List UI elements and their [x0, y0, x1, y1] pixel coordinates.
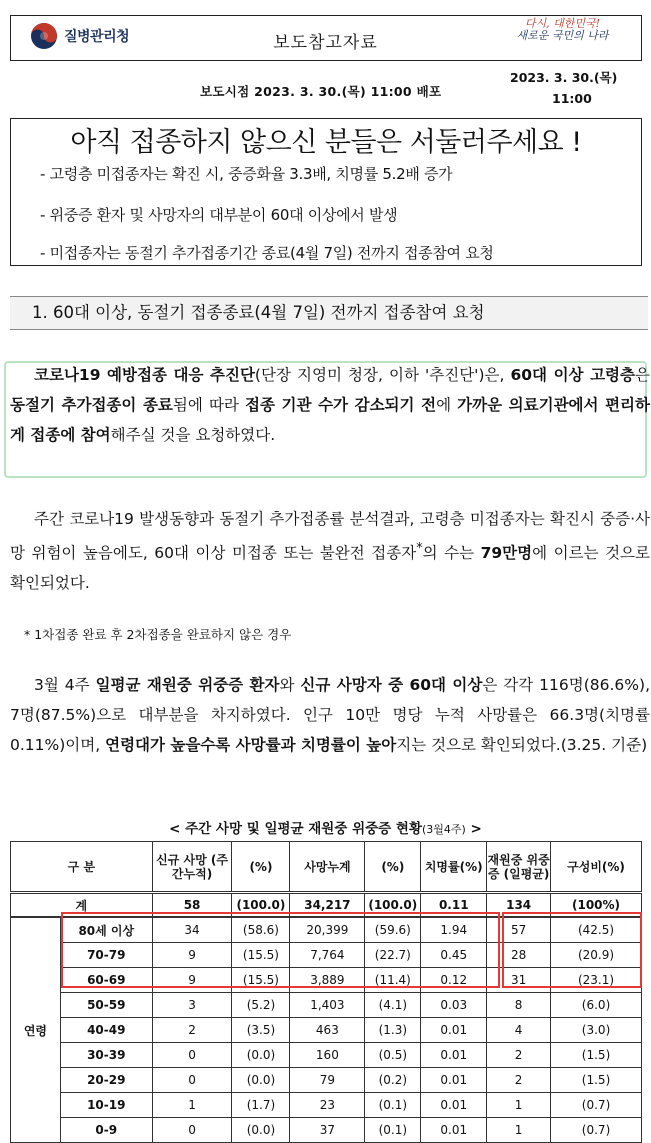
- table-cell: (0.2): [365, 1068, 421, 1093]
- table-caption-period: (3월4주): [422, 823, 466, 836]
- table-row: [11, 1068, 642, 1093]
- age-label: 20-29: [60, 1068, 152, 1093]
- table-cell: 3,889: [290, 968, 365, 993]
- table-cell: 9: [152, 943, 232, 968]
- table-cell: (3.0): [551, 1018, 642, 1043]
- table-cell: 463: [290, 1018, 365, 1043]
- table-cell: (0.0): [232, 1043, 290, 1068]
- slogan-line2: 새로운 국민의 나라: [516, 29, 609, 42]
- table-cell: (5.2): [232, 993, 290, 1018]
- table-cell: 0: [152, 1068, 232, 1093]
- table-row: [11, 1118, 642, 1143]
- table-cell: (1.5): [551, 1068, 642, 1093]
- row-label: 계: [11, 893, 153, 918]
- table-cell: 0.01: [421, 1068, 487, 1093]
- table-cell: 4: [487, 1018, 551, 1043]
- table-cell: (100.0): [232, 893, 290, 918]
- table-cell: 8: [487, 993, 551, 1018]
- table-caption: [0, 817, 651, 837]
- header-pct2: (%): [365, 842, 421, 893]
- table-cell: (4.1): [365, 993, 421, 1018]
- table-cell: (20.9): [551, 943, 642, 968]
- age-label: 50-59: [60, 993, 152, 1018]
- age-label: 0-9: [60, 1118, 152, 1143]
- table-cell: (1.3): [365, 1018, 421, 1043]
- table-cell: (0.0): [232, 1068, 290, 1093]
- highlight-rectangle-right: [502, 912, 642, 988]
- table-cell: 79: [290, 1068, 365, 1093]
- table-cell: 0.03: [421, 993, 487, 1018]
- paragraph-1: [10, 360, 650, 450]
- emphasis-text: 가까운 의료기관에서 편리하게 접종에 참여: [10, 396, 650, 444]
- table-cell: (0.0): [232, 1118, 290, 1143]
- emphasis-text: 신규 사망자 중 60대 이상: [300, 676, 483, 694]
- emphasis-text: 코로나19 예방접종 대응 추진단: [34, 366, 255, 384]
- body-text: 은: [635, 366, 650, 384]
- table-cell: (0.1): [365, 1118, 421, 1143]
- body-text: 에: [436, 396, 458, 414]
- agency-name: 질병관리청: [64, 29, 130, 45]
- table-row: [11, 1043, 642, 1068]
- header-new-deaths: 신규 사망 (주간누적): [152, 842, 232, 893]
- age-label: 80세 이상: [60, 917, 152, 943]
- body-text: 에 이르는 것으로 확인되었다.: [10, 544, 650, 593]
- header-fatality: 치명률(%): [421, 842, 487, 893]
- table-cell: (23.1): [551, 968, 642, 993]
- table-cell: 57: [487, 917, 551, 943]
- header-category: 구 분: [11, 842, 153, 893]
- table-cell: 1: [487, 1118, 551, 1143]
- age-label: 70-79: [60, 943, 152, 968]
- emphasis-text: 연령대가 높을수록 사망률과 치명률이 높아: [105, 736, 397, 754]
- table-cell: (59.6): [365, 917, 421, 943]
- headline-bullet: - 고령층 미접종자는 확진 시, 중증화율 3.3배, 치명률 5.2배 증가: [40, 165, 453, 183]
- age-label: 30-39: [60, 1043, 152, 1068]
- age-label: 10-19: [60, 1093, 152, 1118]
- body-text: 은 각각 116명(86.6%), 7명(87.5%)으로 대부분을 차지하였다. 인구 10만 명당 누적 사망률은 66.3명(치명률 0.11%)이며,: [10, 676, 650, 754]
- table-caption-end: >: [465, 821, 482, 837]
- slogan-line1: 다시, 대한민국!: [524, 17, 601, 30]
- footnote: * 1차접종 완료 후 2차접종을 완료하지 않은 경우: [24, 627, 292, 642]
- table-cell: (0.5): [365, 1043, 421, 1068]
- release-time: 보도시점 2023. 3. 30.(목) 11:00 배포: [200, 84, 442, 99]
- table-cell: (15.5): [232, 943, 290, 968]
- highlight-rectangle-left: [61, 912, 500, 988]
- table-cell: (100.0): [365, 893, 421, 918]
- table-cell: (1.5): [551, 1043, 642, 1068]
- body-text: 의 수는: [422, 544, 481, 563]
- body-text: 주간 코로나19 발생동향과 동절기 추가접종률 분석결과, 고령층 미접종자는 확진시 중증·사망 위험이 높음에도, 60대 이상 미접종 또는 불완전 접종자: [10, 510, 650, 563]
- table-cell: (42.5): [551, 917, 642, 943]
- table-cell: 3: [152, 993, 232, 1018]
- table-cell: 1: [487, 1093, 551, 1118]
- table-cell: 0.12: [421, 968, 487, 993]
- table-cell: 0.45: [421, 943, 487, 968]
- table-cell: 37: [290, 1118, 365, 1143]
- table-cell: (3.5): [232, 1018, 290, 1043]
- emphasis-text: 60대 이상 고령층: [510, 366, 636, 384]
- table-cell: 58: [152, 893, 232, 918]
- header-pct1: (%): [232, 842, 290, 893]
- table-cell: 0.01: [421, 1093, 487, 1118]
- header-cum-deaths: 사망누계: [290, 842, 365, 893]
- table-cell: 1.94: [421, 917, 487, 943]
- mortality-table: [10, 841, 642, 1143]
- table-cell: 7,764: [290, 943, 365, 968]
- age-label: 60-69: [60, 968, 152, 993]
- table-cell: (0.7): [551, 1118, 642, 1143]
- body-text: 지는 것으로 확인되었다.(3.25. 기준): [396, 736, 648, 754]
- table-cell: 34: [152, 917, 232, 943]
- section-title: 1. 60대 이상, 동절기 접종종료(4월 7일) 전까지 접종참여 요청: [10, 296, 648, 330]
- table-row: [11, 993, 642, 1018]
- table-cell: 1,403: [290, 993, 365, 1018]
- headline-title: 아직 접종하지 않으신 분들은 서둘러주세요 !: [70, 127, 582, 158]
- paragraph-3: [10, 670, 650, 760]
- slogan: [510, 18, 615, 42]
- body-text: 됨에 따라: [172, 396, 246, 414]
- table-cell: 2: [487, 1043, 551, 1068]
- age-label: 40-49: [60, 1018, 152, 1043]
- body-text: *: [416, 541, 423, 556]
- table-cell: 2: [152, 1018, 232, 1043]
- table-cell: 0.11: [421, 893, 487, 918]
- table-cell: (58.6): [232, 917, 290, 943]
- body-text: 해주실 것을 요청하였다.: [110, 426, 276, 444]
- emphasis-text: 동절기 추가접종이 종료: [10, 396, 173, 414]
- table-cell: 31: [487, 968, 551, 993]
- table-cell: 9: [152, 968, 232, 993]
- body-text: (단장 지영미 청장, 이하 '추진단')은,: [254, 366, 511, 384]
- table-cell: 28: [487, 943, 551, 968]
- table-cell: 23: [290, 1093, 365, 1118]
- table-cell: 34,217: [290, 893, 365, 918]
- group-label: 연령: [11, 917, 61, 1143]
- table-row: [11, 1093, 642, 1118]
- headline-bullet: - 미접종자는 동절기 추가접종기간 종료(4월 7일) 전까지 접종참여 요청: [40, 244, 494, 262]
- table-cell: 0.01: [421, 1018, 487, 1043]
- table-cell: (100%): [551, 893, 642, 918]
- table-cell: (0.1): [365, 1093, 421, 1118]
- doc-type-title: 보도참고자료: [273, 33, 378, 53]
- table-cell: (11.4): [365, 968, 421, 993]
- header-share: 구성비(%): [551, 842, 642, 893]
- table-cell: 2: [487, 1068, 551, 1093]
- table-cell: (1.7): [232, 1093, 290, 1118]
- table-cell: (6.0): [551, 993, 642, 1018]
- table-cell: 134: [487, 893, 551, 918]
- release-hour: 11:00: [552, 91, 592, 106]
- table-cell: 0.01: [421, 1118, 487, 1143]
- table-cell: 0.01: [421, 1043, 487, 1068]
- table-caption-text: < 주간 사망 및 일평균 재원중 위중증 현황: [169, 821, 422, 837]
- body-text: 와: [279, 676, 301, 694]
- table-cell: (15.5): [232, 968, 290, 993]
- table-cell: 0: [152, 1043, 232, 1068]
- table-cell: 1: [152, 1093, 232, 1118]
- paragraph-2: [10, 504, 650, 598]
- table-cell: (22.7): [365, 943, 421, 968]
- header-severe: 재원중 위중증 (일평균): [487, 842, 551, 893]
- emphasis-text: 79만명: [480, 544, 533, 563]
- table-row: [11, 1018, 642, 1043]
- emphasis-text: 접종 기관 수가 감소되기 전: [245, 396, 437, 414]
- emphasis-text: 일평균 재원중 위중증 환자: [95, 676, 280, 694]
- body-text: 3월 4주: [34, 676, 96, 694]
- table-cell: 20,399: [290, 917, 365, 943]
- headline-bullet: - 위중증 환자 및 사망자의 대부분이 60대 이상에서 발생: [40, 206, 398, 224]
- table-cell: 0: [152, 1118, 232, 1143]
- table-cell: 160: [290, 1043, 365, 1068]
- release-date: 2023. 3. 30.(목): [510, 70, 618, 85]
- table-cell: (0.7): [551, 1093, 642, 1118]
